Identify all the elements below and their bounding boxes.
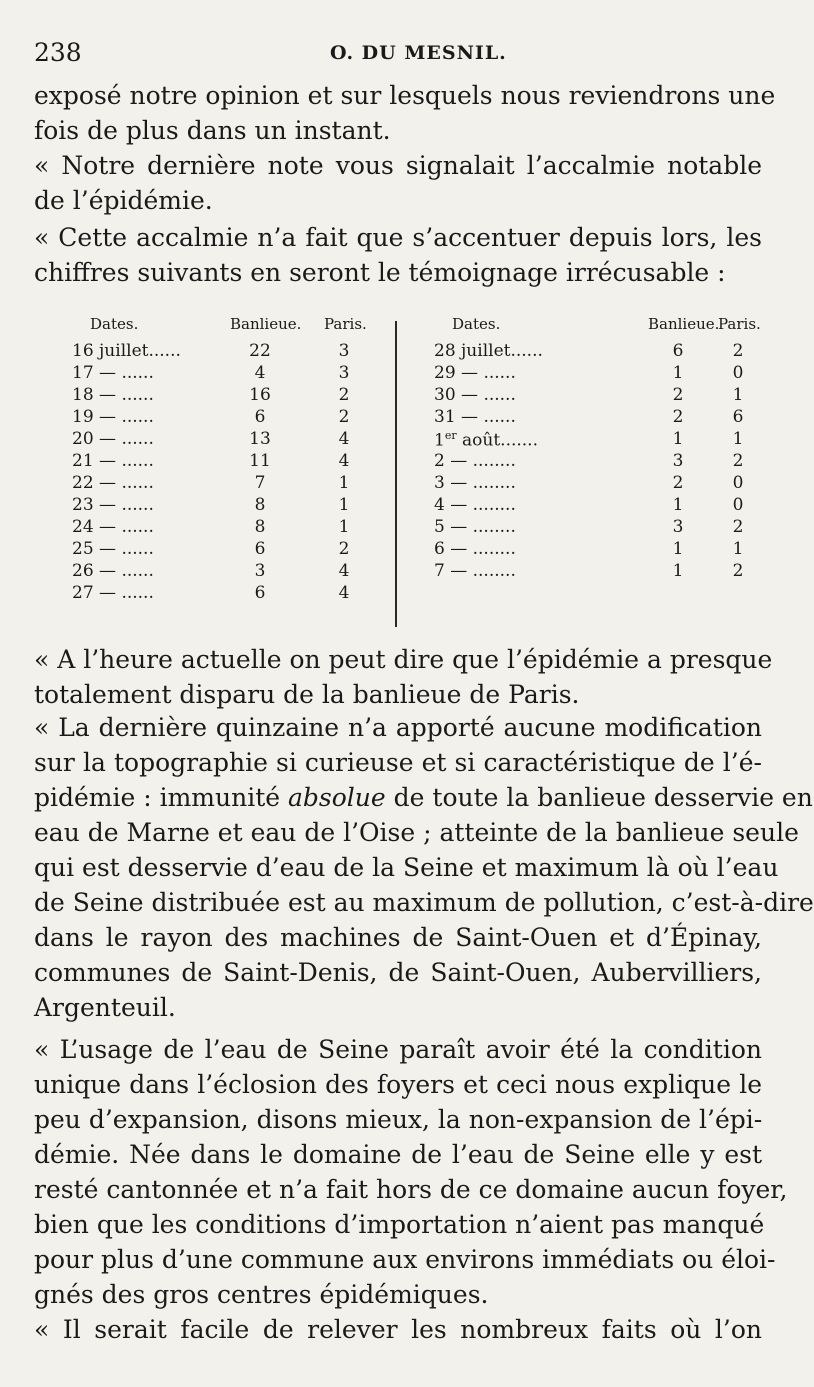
text-line: « A l’heure actuelle on peut dire que l’épidémie a presque [34, 645, 773, 674]
row-banlieue: 8 [254, 517, 266, 537]
row-date: 24 — ...... [72, 517, 154, 537]
row-banlieue: 22 [249, 341, 271, 361]
row-paris: 4 [338, 451, 350, 471]
table-row [72, 451, 372, 473]
table-row [434, 539, 744, 561]
table-row [434, 451, 744, 473]
text-line: gnés des gros centres épidémiques. [34, 1280, 489, 1309]
table-row [72, 407, 372, 429]
row-paris: 1 [338, 517, 350, 537]
row-date: 5 — ........ [434, 517, 516, 537]
table-row [434, 363, 744, 385]
row-paris: 1 [732, 429, 744, 449]
row-paris: 2 [732, 517, 744, 537]
row-banlieue: 1 [672, 363, 684, 383]
row-date: 31 — ...... [434, 407, 516, 427]
text-line: totalement disparu de la banlieue de Paris. [34, 680, 580, 709]
row-banlieue: 2 [672, 473, 684, 493]
table-row [434, 385, 744, 407]
text-line: resté cantonnée et n’a fait hors de ce domaine aucun foyer, [34, 1175, 788, 1204]
row-paris: 6 [732, 407, 744, 427]
row-banlieue: 3 [672, 517, 684, 537]
row-banlieue: 6 [254, 407, 266, 427]
row-paris: 3 [338, 341, 350, 361]
table-row [434, 561, 744, 583]
row-paris: 1 [732, 539, 744, 559]
row-paris: 0 [732, 495, 744, 515]
row-date: 17 — ...... [72, 363, 154, 383]
row-paris: 4 [338, 583, 350, 603]
text-line: exposé notre opinion et sur lesquels nous reviendrons une [34, 81, 776, 110]
paragraph-1 [34, 78, 776, 148]
table-left-column [72, 315, 372, 605]
page-number: 238 [34, 38, 82, 67]
row-banlieue: 1 [672, 429, 684, 449]
page-header [34, 38, 760, 68]
table-row [72, 583, 372, 605]
row-date: 20 — ...... [72, 429, 154, 449]
text-line: peu d’expansion, disons mieux, la non-expansion de l’épi- [34, 1105, 763, 1134]
text-line: sur la topographie si curieuse et si caractéristique de l’é- [34, 748, 762, 777]
row-paris: 4 [338, 429, 350, 449]
paragraph-3 [34, 220, 762, 290]
header-banlieue: Banlieue. [648, 315, 720, 333]
text-line: eau de Marne et eau de l’Oise ; atteinte de la banlieue seule [34, 818, 799, 847]
text-line: « Cette accalmie n’a fait que s’accentuer depuis lors, les [34, 223, 762, 252]
table-row [434, 341, 744, 363]
row-banlieue: 3 [254, 561, 266, 581]
text-line: fois de plus dans un instant. [34, 116, 391, 145]
epidemic-data-table [72, 315, 761, 625]
table-row [72, 363, 372, 385]
row-date: 29 — ...... [434, 363, 516, 383]
row-banlieue: 6 [254, 583, 266, 603]
text-line: « Il serait facile de relever les nombreux faits où l’on [34, 1315, 762, 1344]
row-paris: 2 [732, 341, 744, 361]
text-line: dans le rayon des machines de Saint-Ouen et d’Épinay, [34, 923, 762, 952]
row-paris: 1 [338, 473, 350, 493]
paragraph-4 [34, 642, 773, 712]
row-banlieue: 8 [254, 495, 266, 515]
column-divider [395, 321, 397, 627]
text-line: chiffres suivants en seront le témoignage irrécusable : [34, 258, 726, 287]
table-row [72, 495, 372, 517]
table-row [72, 539, 372, 561]
text-line: unique dans l’éclosion des foyers et ceci nous explique le [34, 1070, 762, 1099]
table-row [72, 517, 372, 539]
table-row [72, 473, 372, 495]
running-title: O. DU MESNIL. [330, 42, 507, 64]
header-paris: Paris. [324, 315, 367, 333]
row-date: 27 — ...... [72, 583, 154, 603]
row-date: 26 — ...... [72, 561, 154, 581]
row-paris: 2 [338, 539, 350, 559]
text-line: « L’usage de l’eau de Seine paraît avoir été la condition [34, 1035, 762, 1064]
row-date: 6 — ........ [434, 539, 516, 559]
paragraph-7 [34, 1312, 762, 1347]
text-line: de l’épidémie. [34, 186, 213, 215]
row-date: 19 — ...... [72, 407, 154, 427]
row-date: 1er août....... [434, 429, 538, 451]
row-paris: 0 [732, 473, 744, 493]
row-paris: 2 [732, 451, 744, 471]
table-right-column [434, 315, 761, 583]
row-paris: 4 [338, 561, 350, 581]
header-dates: Dates. [90, 315, 139, 333]
table-row [434, 495, 744, 517]
table-row [72, 429, 372, 451]
paragraph-6 [34, 1032, 788, 1312]
text-line: pidémie : immunité absolue de toute la banlieue desservie en [34, 783, 813, 812]
table-row [434, 473, 744, 495]
row-date: 22 — ...... [72, 473, 154, 493]
table-row [72, 341, 372, 363]
row-paris: 0 [732, 363, 744, 383]
text-line: démie. Née dans le domaine de l’eau de Seine elle y est [34, 1140, 762, 1169]
row-banlieue: 13 [249, 429, 271, 449]
row-date: 16 juillet...... [72, 341, 181, 361]
row-banlieue: 2 [672, 407, 684, 427]
text-line: de Seine distribuée est au maximum de pollution, c’est-à-dire [34, 888, 814, 917]
row-paris: 2 [338, 385, 350, 405]
table-header [72, 315, 372, 341]
row-banlieue: 4 [254, 363, 266, 383]
row-date: 21 — ...... [72, 451, 154, 471]
row-banlieue: 1 [672, 561, 684, 581]
row-paris: 2 [338, 407, 350, 427]
paragraph-2 [34, 148, 762, 218]
header-dates: Dates. [452, 315, 501, 333]
row-date: 7 — ........ [434, 561, 516, 581]
row-date: 4 — ........ [434, 495, 516, 515]
row-date: 18 — ...... [72, 385, 154, 405]
row-date: 23 — ...... [72, 495, 154, 515]
row-banlieue: 6 [672, 341, 684, 361]
row-banlieue: 11 [249, 451, 271, 471]
row-banlieue: 1 [672, 495, 684, 515]
row-banlieue: 7 [254, 473, 266, 493]
text-line: communes de Saint-Denis, de Saint-Ouen, Aubervilliers, [34, 958, 762, 987]
row-paris: 2 [732, 561, 744, 581]
header-banlieue: Banlieue. [230, 315, 302, 333]
row-banlieue: 3 [672, 451, 684, 471]
table-header [434, 315, 761, 341]
text-line: « Notre dernière note vous signalait l’accalmie notable [34, 151, 762, 180]
text-line: pour plus d’une commune aux environs immédiats ou éloi- [34, 1245, 776, 1274]
row-date: 2 — ........ [434, 451, 516, 471]
row-banlieue: 6 [254, 539, 266, 559]
row-banlieue: 1 [672, 539, 684, 559]
table-row [434, 429, 744, 451]
row-date: 28 juillet...... [434, 341, 543, 361]
row-date: 30 — ...... [434, 385, 516, 405]
text-line: Argenteuil. [34, 993, 176, 1022]
paragraph-5 [34, 710, 814, 1025]
table-row [434, 407, 744, 429]
text-line: bien que les conditions d’importation n’aient pas manqué [34, 1210, 765, 1239]
row-paris: 3 [338, 363, 350, 383]
row-date: 25 — ...... [72, 539, 154, 559]
text-line: qui est desservie d’eau de la Seine et maximum là où l’eau [34, 853, 779, 882]
table-row [72, 561, 372, 583]
row-banlieue: 16 [249, 385, 271, 405]
row-date: 3 — ........ [434, 473, 516, 493]
row-paris: 1 [338, 495, 350, 515]
table-row [72, 385, 372, 407]
text-line: « La dernière quinzaine n’a apporté aucune modification [34, 713, 762, 742]
table-row [434, 517, 744, 539]
row-banlieue: 2 [672, 385, 684, 405]
header-paris: Paris. [718, 315, 761, 333]
row-paris: 1 [732, 385, 744, 405]
